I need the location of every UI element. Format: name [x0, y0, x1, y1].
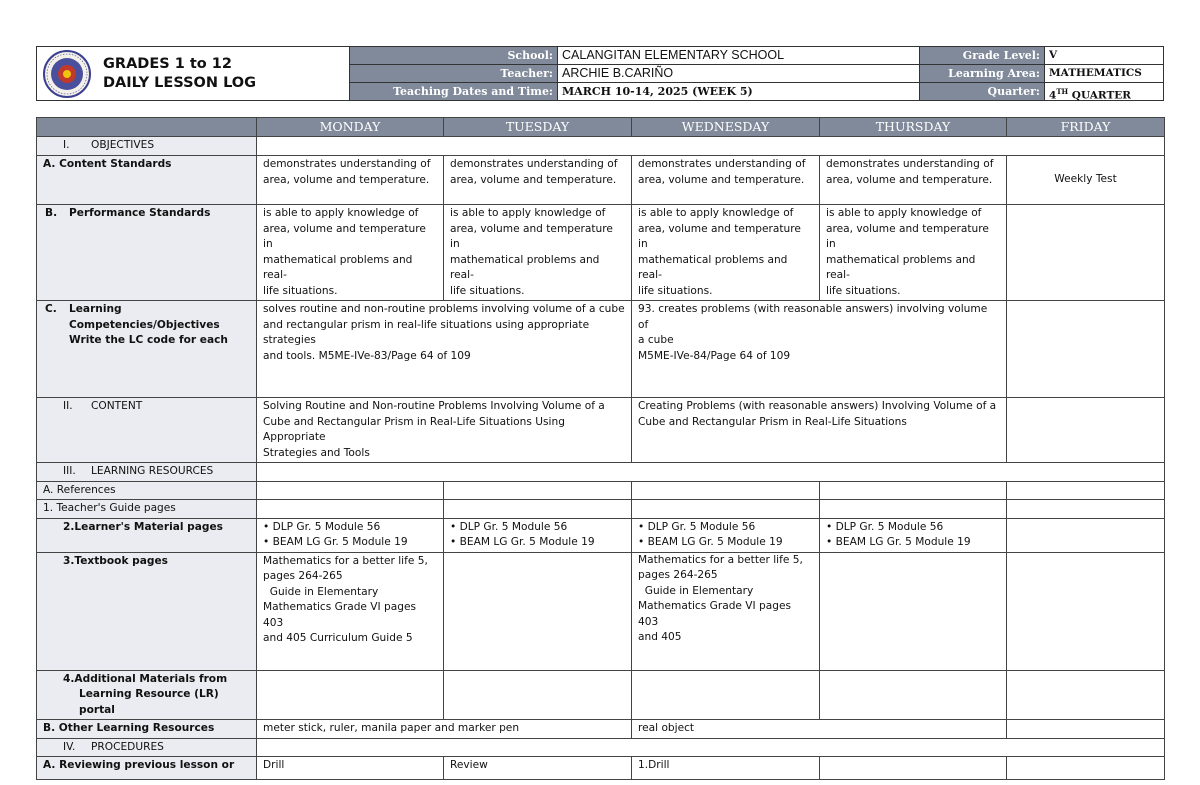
performance-standards-wednesday: is able to apply knowledge of area, volume and temperature in mathematical problems and real- life situations. — [632, 205, 820, 301]
teaching-dates-label: Teaching Dates and Time: — [349, 83, 557, 100]
lesson-log-header — [36, 46, 1164, 101]
lesson-log-table — [36, 117, 1165, 780]
reviewing-thursday — [820, 757, 1007, 780]
reviewing-wednesday: 1.Drill — [632, 757, 820, 780]
learners-material-wednesday: • DLP Gr. 5 Module 56 • BEAM LG Gr. 5 Module 19 — [632, 518, 820, 552]
deped-seal-logo — [37, 47, 97, 100]
day-header-wednesday: WEDNESDAY — [632, 118, 820, 137]
other-resources-wednesday-thursday: real object — [632, 720, 1007, 739]
competencies-wednesday-thursday: 93. creates problems (with reasonable answers) involving volume of a cube M5ME-IVe-84/Page 64 of 109 — [632, 301, 1007, 398]
learners-material-tuesday: • DLP Gr. 5 Module 56 • BEAM LG Gr. 5 Module 19 — [444, 518, 632, 552]
row-reviewing — [37, 757, 1165, 780]
content-friday — [1007, 398, 1165, 463]
learners-material-thursday: • DLP Gr. 5 Module 56 • BEAM LG Gr. 5 Module 19 — [820, 518, 1007, 552]
day-header-thursday: THURSDAY — [820, 118, 1007, 137]
textbook-pages-label: 3.Textbook pages — [37, 552, 257, 670]
grade-level-value: V — [1044, 47, 1164, 64]
learning-area-value: MATHEMATICS — [1044, 65, 1164, 82]
learners-material-label: 2.Learner's Material pages — [37, 518, 257, 552]
table-corner — [37, 118, 257, 137]
performance-standards-tuesday: is able to apply knowledge of area, volume and temperature in mathematical problems and real- life situations. — [444, 205, 632, 301]
other-resources-monday-tuesday: meter stick, ruler, manila paper and marker pen — [257, 720, 632, 739]
learning-resources-label: III. LEARNING RESOURCES — [37, 463, 257, 482]
content-standards-tuesday: demonstrates understanding of area, volume and temperature. — [444, 156, 632, 205]
row-objectives: I. OBJECTIVES — [37, 137, 1165, 156]
reviewing-friday — [1007, 757, 1165, 780]
school-value: CALANGITAN ELEMENTARY SCHOOL — [557, 47, 919, 64]
competencies-label: C. Learning Competencies/Objectives Write the LC code for each — [37, 301, 257, 398]
row-references — [37, 481, 1165, 500]
quarter-value: 4TH QUARTER — [1044, 83, 1164, 100]
reviewing-tuesday: Review — [444, 757, 632, 780]
content-monday-tuesday: Solving Routine and Non-routine Problems Involving Volume of a Cube and Rectangular Prism in Real-Life Situations Using Appropriate Strategies and Tools — [257, 398, 632, 463]
content-standards-thursday: demonstrates understanding of area, volume and temperature. — [820, 156, 1007, 205]
procedures-label: IV. PROCEDURES — [37, 738, 257, 757]
performance-standards-thursday: is able to apply knowledge of area, volume and temperature in mathematical problems and real- life situations. — [820, 205, 1007, 301]
content-label: II. CONTENT — [37, 398, 257, 463]
textbook-tuesday — [444, 552, 632, 670]
teacher-label: Teacher: — [349, 65, 557, 82]
performance-standards-monday: is able to apply knowledge of area, volume and temperature in mathematical problems and real- life situations. — [257, 205, 444, 301]
row-textbook-pages — [37, 552, 1165, 670]
content-standards-monday: demonstrates understanding of area, volume and temperature. — [257, 156, 444, 205]
row-performance-standards — [37, 205, 1165, 301]
row-content-standards — [37, 156, 1165, 205]
other-resources-label: B. Other Learning Resources — [37, 720, 257, 739]
learning-area-label: Learning Area: — [919, 65, 1044, 82]
references-label: A. References — [37, 481, 257, 500]
performance-standards-label: B. Performance Standards — [37, 205, 257, 301]
textbook-monday: Mathematics for a better life 5, pages 264-265 Guide in Elementary Mathematics Grade VI pages 403 and 405 Curriculum Guide 5 — [257, 552, 444, 670]
quarter-label: Quarter: — [919, 83, 1044, 100]
row-additional-materials — [37, 670, 1165, 720]
school-label: School: — [349, 47, 557, 64]
additional-materials-label: 4.Additional Materials from Learning Resource (LR) portal — [37, 670, 257, 720]
performance-standards-friday — [1007, 205, 1165, 301]
textbook-thursday — [820, 552, 1007, 670]
day-header-friday: FRIDAY — [1007, 118, 1165, 137]
teachers-guide-label: 1. Teacher's Guide pages — [37, 500, 257, 519]
title-grades: GRADES 1 to 12 — [103, 55, 232, 72]
teaching-dates-value: MARCH 10-14, 2025 (WEEK 5) — [557, 83, 919, 100]
day-header-monday: MONDAY — [257, 118, 444, 137]
row-learners-material — [37, 518, 1165, 552]
objectives-label: OBJECTIVES — [91, 139, 155, 151]
row-procedures — [37, 738, 1165, 757]
reviewing-label: A. Reviewing previous lesson or — [37, 757, 257, 780]
row-teachers-guide — [37, 500, 1165, 519]
title-daily-lesson-log: DAILY LESSON LOG — [103, 74, 257, 91]
row-learning-resources — [37, 463, 1165, 482]
row-content — [37, 398, 1165, 463]
textbook-wednesday: Mathematics for a better life 5, pages 264-265 Guide in Elementary Mathematics Grade VI pages 403 and 405 — [632, 552, 820, 670]
teacher-value: ARCHIE B.CARIÑO — [557, 65, 919, 82]
textbook-friday — [1007, 552, 1165, 670]
competencies-monday-tuesday: solves routine and non-routine problems involving volume of a cube and rectangular prism in real-life situations using appropriate strategies and tools. M5ME-IVe-83/Page 64 of 109 — [257, 301, 632, 398]
reviewing-monday: Drill — [257, 757, 444, 780]
competencies-friday — [1007, 301, 1165, 398]
grade-level-label: Grade Level: — [919, 47, 1044, 64]
content-wednesday-thursday: Creating Problems (with reasonable answers) Involving Volume of a Cube and Rectangular Prism in Real-Life Situations — [632, 398, 1007, 463]
log-title — [97, 47, 385, 100]
content-standards-wednesday: demonstrates understanding of area, volume and temperature. — [632, 156, 820, 205]
day-header-tuesday: TUESDAY — [444, 118, 632, 137]
row-other-resources — [37, 720, 1165, 739]
header-info-grid — [349, 47, 1164, 100]
learners-material-monday: • DLP Gr. 5 Module 56 • BEAM LG Gr. 5 Module 19 — [257, 518, 444, 552]
friday-weekly-test: Weekly Test — [1007, 156, 1165, 205]
row-competencies — [37, 301, 1165, 398]
content-standards-label: A. Content Standards — [37, 156, 257, 205]
